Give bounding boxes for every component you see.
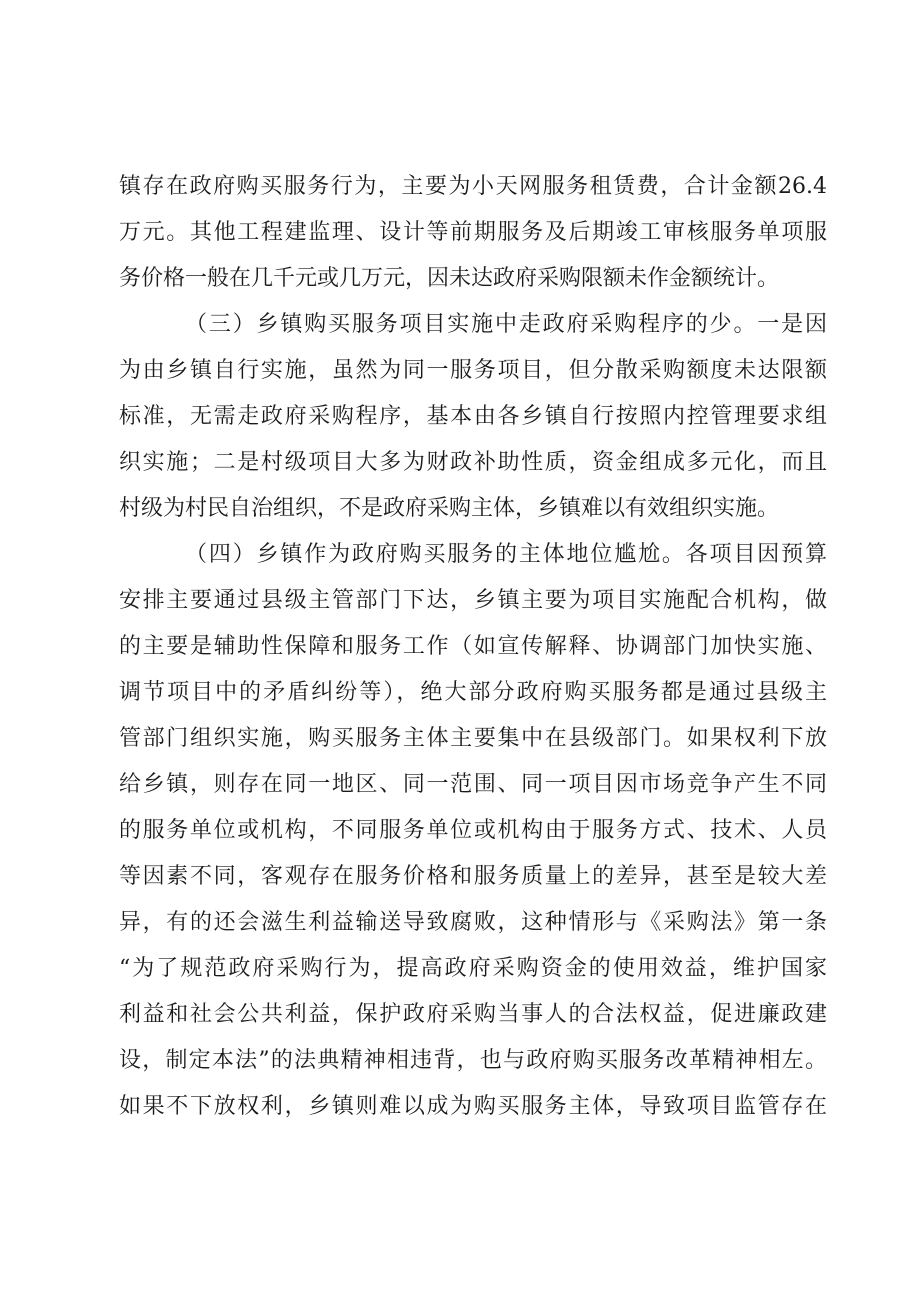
text-line: 万元。其他工程建监理、设计等前期服务及后期竣工审核服务单项服 <box>119 220 827 245</box>
text-line: 的服务单位或机构，不同服务单位或机构由于服务方式、技术、人员 <box>119 818 827 843</box>
paragraph-heading-4: （四）乡镇作为政府购买服务的主体地位尴尬。各项目因预算 <box>185 542 827 567</box>
text-line: 异，有的还会滋生利益输送导致腐败，这种情形与《采购法》第一条 <box>119 910 827 935</box>
text-line: 的主要是辅助性保障和服务工作（如宣传解释、协调部门加快实施、 <box>119 634 827 659</box>
paragraph-heading-3: （三）乡镇购买服务项目实施中走政府采购程序的少。一是因 <box>185 312 827 337</box>
text-line: 村级为村民自治组织，不是政府采购主体，乡镇难以有效组织实施。 <box>119 496 780 521</box>
text-line: 等因素不同，客观存在服务价格和服务质量上的差异，甚至是较大差 <box>119 864 827 889</box>
text-line: 管部门组织实施，购买服务主体主要集中在县级部门。如果权利下放 <box>119 726 827 751</box>
document-body <box>119 164 827 1130</box>
text-line: 设，制定本法”的法典精神相违背，也与政府购买服务改革精神相左。 <box>119 1048 827 1073</box>
text-line: 调节项目中的矛盾纠纷等），绝大部分政府购买服务都是通过县级主 <box>119 680 827 705</box>
text-line: 织实施；二是村级项目大多为财政补助性质，资金组成多元化，而且 <box>119 450 827 475</box>
text-line: 标准，无需走政府采购程序，基本由各乡镇自行按照内控管理要求组 <box>119 404 827 429</box>
text-line: 利益和社会公共利益，保护政府采购当事人的合法权益，促进廉政建 <box>119 1002 827 1027</box>
text-line: 安排主要通过县级主管部门下达，乡镇主要为项目实施配合机构，做 <box>119 588 827 613</box>
text-line: 如果不下放权利，乡镇则难以成为购买服务主体，导致项目监管存在 <box>119 1094 827 1119</box>
text-line: “为了规范政府采购行为，提高政府采购资金的使用效益，维护国家 <box>119 956 827 981</box>
text-line: 给乡镇，则存在同一地区、同一范围、同一项目因市场竞争产生不同 <box>119 772 827 797</box>
text-line: 务价格一般在几千元或几万元，因未达政府采购限额未作金额统计。 <box>119 266 780 291</box>
text-line: 镇存在政府购买服务行为，主要为小天网服务租赁费，合计金额26.4 <box>119 174 827 199</box>
text-line: 为由乡镇自行实施，虽然为同一服务项目，但分散采购额度未达限额 <box>119 358 827 383</box>
